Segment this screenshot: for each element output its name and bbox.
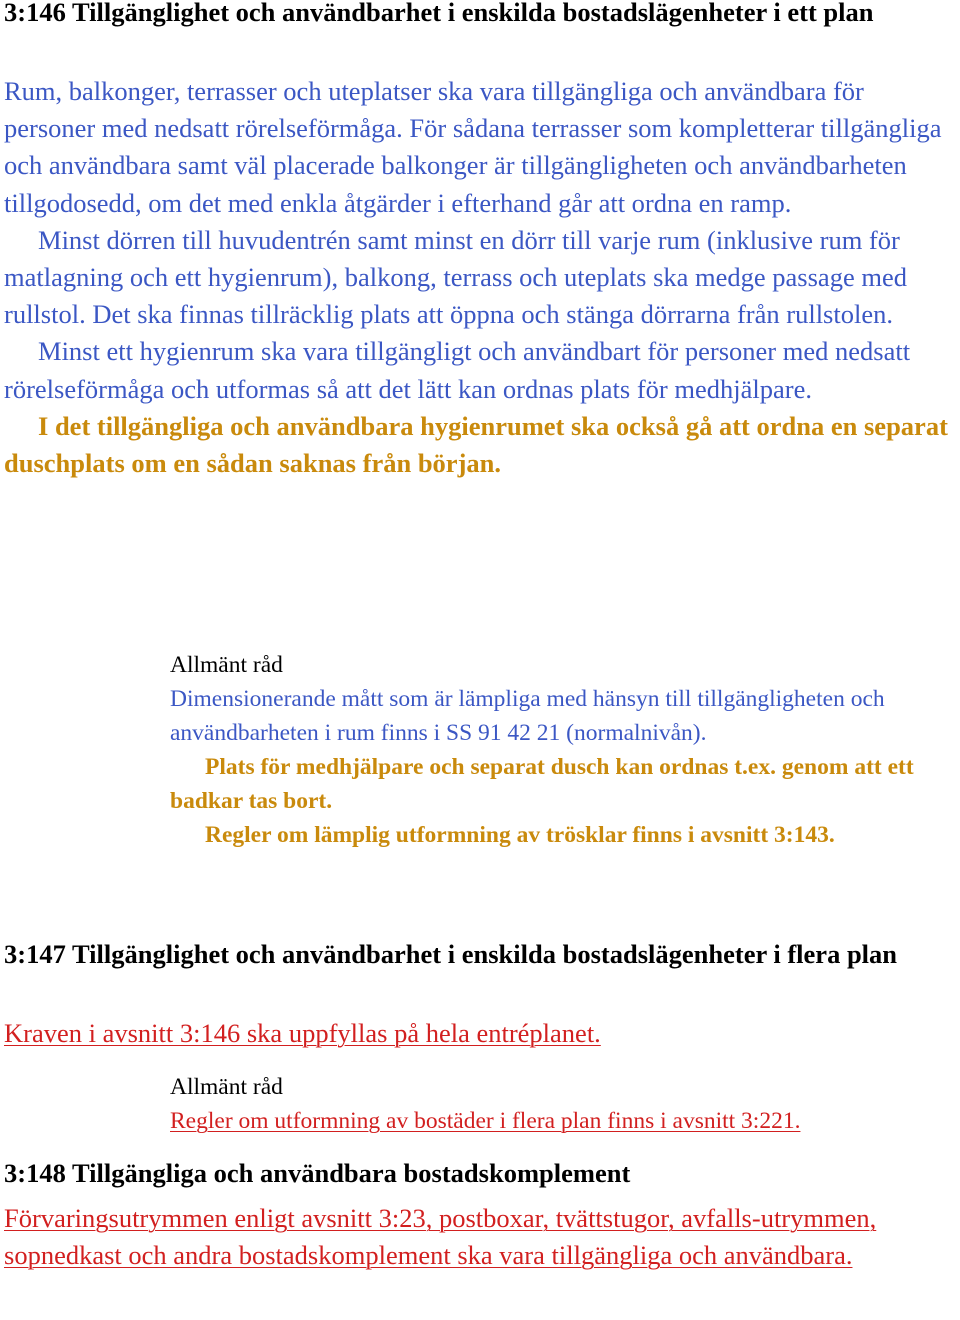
s147-advice-paragraph-1: Regler om utformning av bostäder i flera plan finns i avsnitt 3:221. (170, 1108, 801, 1134)
s146-paragraph-4: I det tillgängliga och användbara hygienrumet ska också gå att ordna en separat duschplats om en sådan saknas från början. (4, 410, 948, 479)
s146-paragraph-2: Minst dörren till huvudentrén samt minst en dörr till varje rum (inklusive rum för matlagning och ett hygienrum), balkong, terrass och uteplats ska medge passage med rullstol. Det ska finnas tillräcklig plats att öppna och stänga dörrarna från rullstolen. (4, 224, 907, 330)
section-3-148-title: 3:148 Tillgängliga och användbara bostadskomplement (4, 1158, 631, 1188)
s146-general-advice (170, 648, 960, 852)
section-3-146-title: 3:146 Tillgänglighet och användbarhet i enskilda bostadslägenheter i ett plan (4, 0, 874, 27)
s146-paragraph-3: Minst ett hygienrum ska vara tillgängligt och användbart för personer med nedsatt rörelseförmåga och utformas så att det lätt kan ordnas plats för medhjälpare. (4, 336, 911, 404)
section-3-146-body (4, 73, 956, 482)
s146-advice-paragraph-1: Dimensionerande mått som är lämpliga med hänsyn till tillgängligheten och användbarheten i rum finns i SS 91 42 21 (normalnivån). (170, 686, 885, 746)
s147-paragraph-1: Kraven i avsnitt 3:146 ska uppfyllas på hela entréplanet. (4, 1018, 601, 1048)
s147-advice-heading: Allmänt råd (170, 1074, 283, 1100)
s148-paragraph-1: Förvaringsutrymmen enligt avsnitt 3:23, postboxar, tvättstugor, avfalls-utrymmen, sopnedkast och andra bostadskomplement ska vara tillgängliga och användbara. (4, 1203, 877, 1271)
section-3-147-title: 3:147 Tillgänglighet och användbarhet i enskilda bostadslägenheter i flera plan (4, 939, 898, 969)
s146-paragraph-1: Rum, balkonger, terrasser och uteplatser ska vara tillgängliga och användbara för personer med nedsatt rörelseförmåga. För sådana terrasser som kompletterar tillgängliga och användbara samt väl placerade balkonger är tillgängligheten och användbarheten tillgodosedd, om det med enkla åtgärder i efterhand går att ordna en ramp. (4, 76, 942, 218)
section-3-147-body (4, 1015, 956, 1052)
s146-advice-paragraph-2: Plats för medhjälpare och separat dusch kan ordnas t.ex. genom att ett badkar tas bort. (170, 754, 914, 814)
s147-general-advice (170, 1070, 960, 1138)
s146-advice-heading: Allmänt råd (170, 652, 283, 678)
s146-advice-paragraph-3: Regler om lämplig utformning av trösklar finns i avsnitt 3:143. (205, 822, 835, 848)
section-3-148-body (4, 1200, 944, 1274)
